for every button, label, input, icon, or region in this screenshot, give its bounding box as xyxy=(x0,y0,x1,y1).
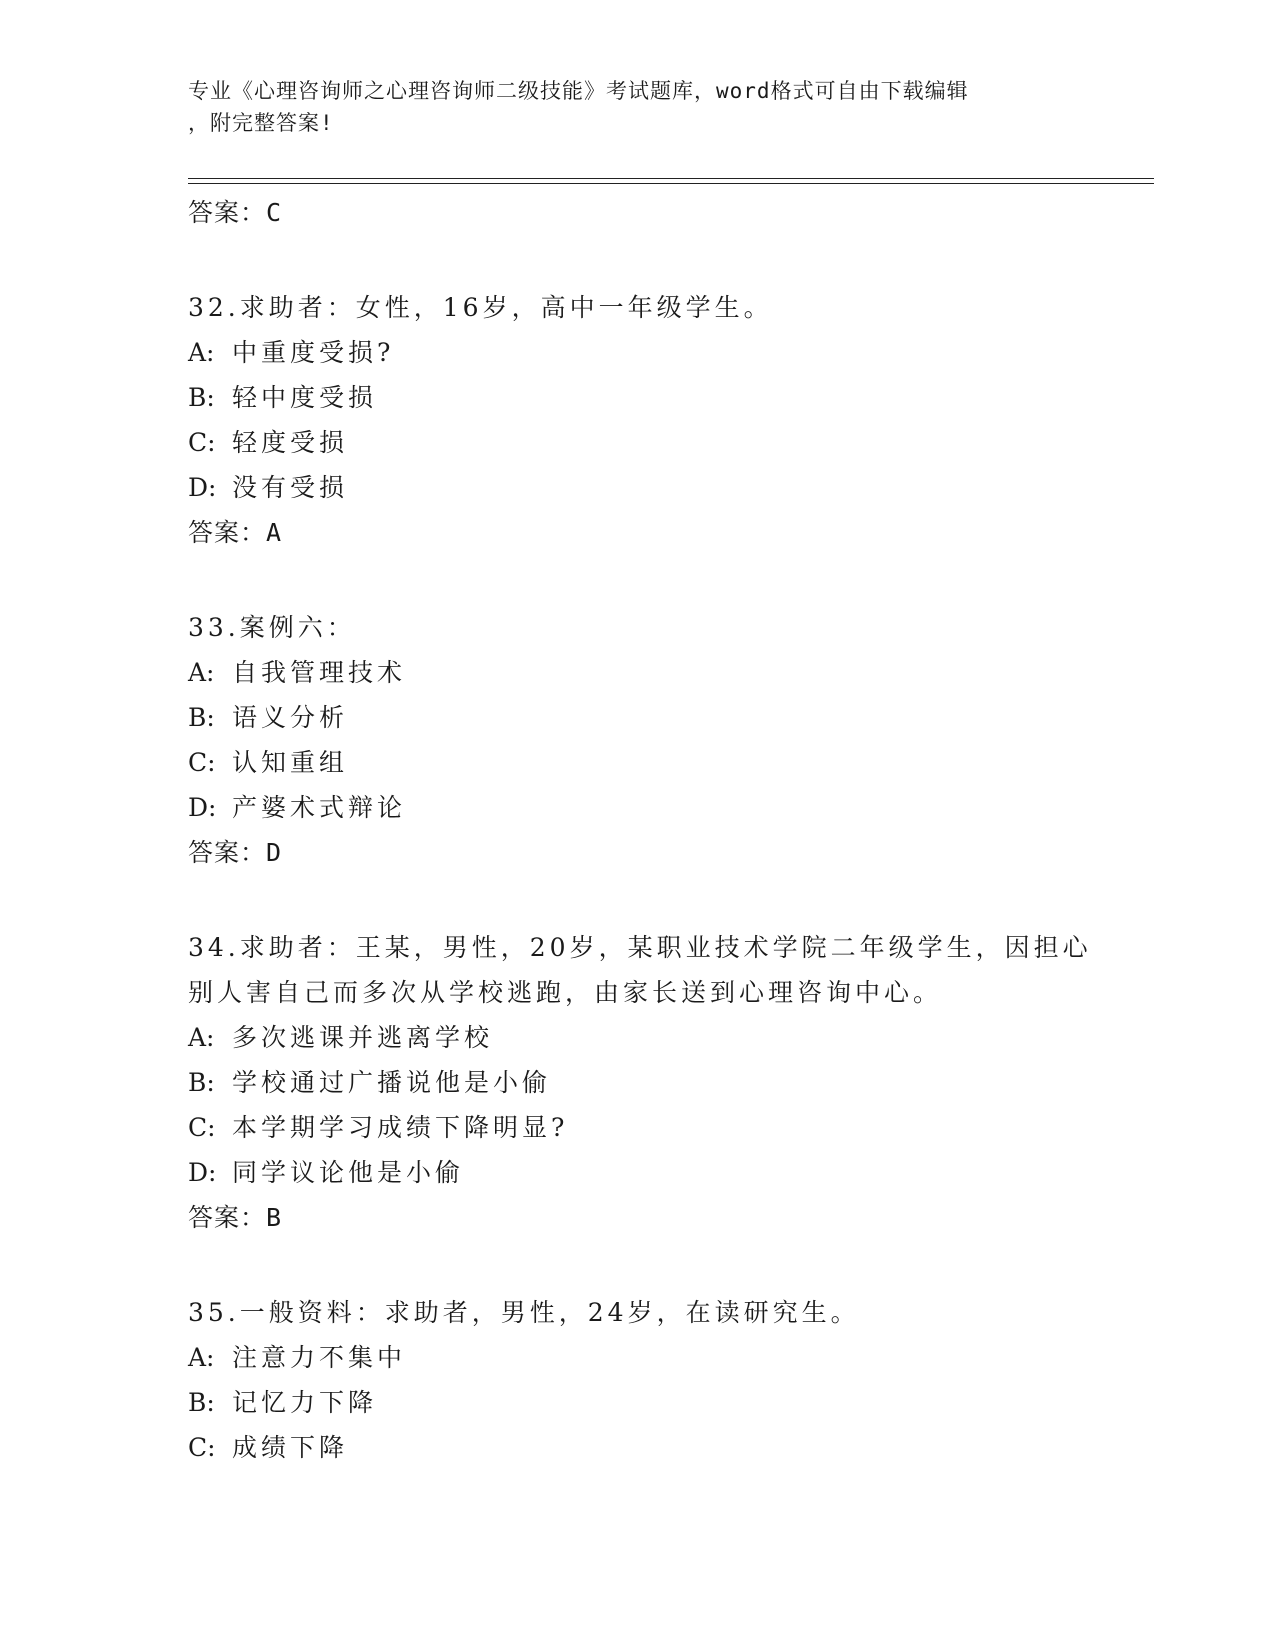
option-d xyxy=(188,785,1148,830)
answer-line: 答案：D xyxy=(188,838,283,867)
question-33 xyxy=(188,605,1148,875)
option-b xyxy=(188,695,1148,740)
option-label: B: xyxy=(188,703,215,732)
option-b xyxy=(188,1380,1148,1425)
question-stem: 33.案例六： xyxy=(188,613,356,642)
option-c xyxy=(188,740,1148,785)
option-label: A: xyxy=(188,1343,215,1372)
option-label: A: xyxy=(188,658,215,687)
option-label: A: xyxy=(188,338,215,367)
header-line-2: ，附完整答案! xyxy=(188,111,334,135)
header-divider-bottom xyxy=(188,183,1154,184)
option-label: C: xyxy=(188,428,216,457)
question-stem: 35.一般资料：求助者，男性，24岁，在读研究生。 xyxy=(188,1298,860,1327)
option-text: 成绩下降 xyxy=(232,1433,349,1462)
question-32 xyxy=(188,285,1148,555)
option-c xyxy=(188,1105,1148,1150)
header-divider-top xyxy=(188,178,1154,179)
option-text: 轻度受损 xyxy=(232,428,349,457)
header-line-1: 专业《心理咨询师之心理咨询师二级技能》考试题库，word格式可自由下载编辑 xyxy=(188,79,969,103)
option-text: 本学期学习成绩下降明显? xyxy=(232,1113,569,1142)
option-text: 多次逃课并逃离学校 xyxy=(232,1023,494,1052)
option-text: 同学议论他是小偷 xyxy=(232,1158,465,1187)
option-label: D: xyxy=(188,473,217,502)
option-d xyxy=(188,1150,1148,1195)
option-text: 学校通过广播说他是小偷 xyxy=(232,1068,552,1097)
question-34 xyxy=(188,925,1148,1240)
option-label: D: xyxy=(188,793,217,822)
option-b xyxy=(188,1060,1148,1105)
document-header xyxy=(188,75,1088,139)
option-a xyxy=(188,1335,1148,1380)
option-label: C: xyxy=(188,1113,216,1142)
option-label: A: xyxy=(188,1023,215,1052)
option-text: 没有受损 xyxy=(232,473,349,502)
option-b xyxy=(188,375,1148,420)
question-stem: 32.求助者：女性，16岁，高中一年级学生。 xyxy=(188,293,773,322)
option-a xyxy=(188,650,1148,695)
option-label: D: xyxy=(188,1158,217,1187)
option-d xyxy=(188,465,1148,510)
option-text: 轻中度受损 xyxy=(232,383,378,412)
option-a xyxy=(188,330,1148,375)
option-text: 认知重组 xyxy=(232,748,349,777)
option-label: B: xyxy=(188,1068,215,1097)
option-text: 注意力不集中 xyxy=(232,1343,407,1372)
option-c xyxy=(188,420,1148,465)
option-text: 中重度受损? xyxy=(232,338,395,367)
answer-line: 答案：B xyxy=(188,1203,283,1232)
question-list xyxy=(188,190,1148,1470)
option-text: 自我管理技术 xyxy=(232,658,407,687)
question-35 xyxy=(188,1290,1148,1470)
option-a xyxy=(188,1015,1148,1060)
answer-line: 答案：A xyxy=(188,518,283,547)
option-text: 产婆术式辩论 xyxy=(232,793,407,822)
answer-line: 答案：C xyxy=(188,198,283,227)
option-c xyxy=(188,1425,1148,1470)
option-label: C: xyxy=(188,1433,216,1462)
question-stem-line-2: 别人害自己而多次从学校逃跑，由家长送到心理咨询中心。 xyxy=(188,978,943,1007)
question-stem-line-1: 34.求助者：王某，男性，20岁，某职业技术学院二年级学生，因担心 xyxy=(188,933,1092,962)
option-text: 语义分析 xyxy=(232,703,349,732)
option-label: B: xyxy=(188,383,215,412)
option-text: 记忆力下降 xyxy=(232,1388,378,1417)
option-label: B: xyxy=(188,1388,215,1417)
option-label: C: xyxy=(188,748,216,777)
